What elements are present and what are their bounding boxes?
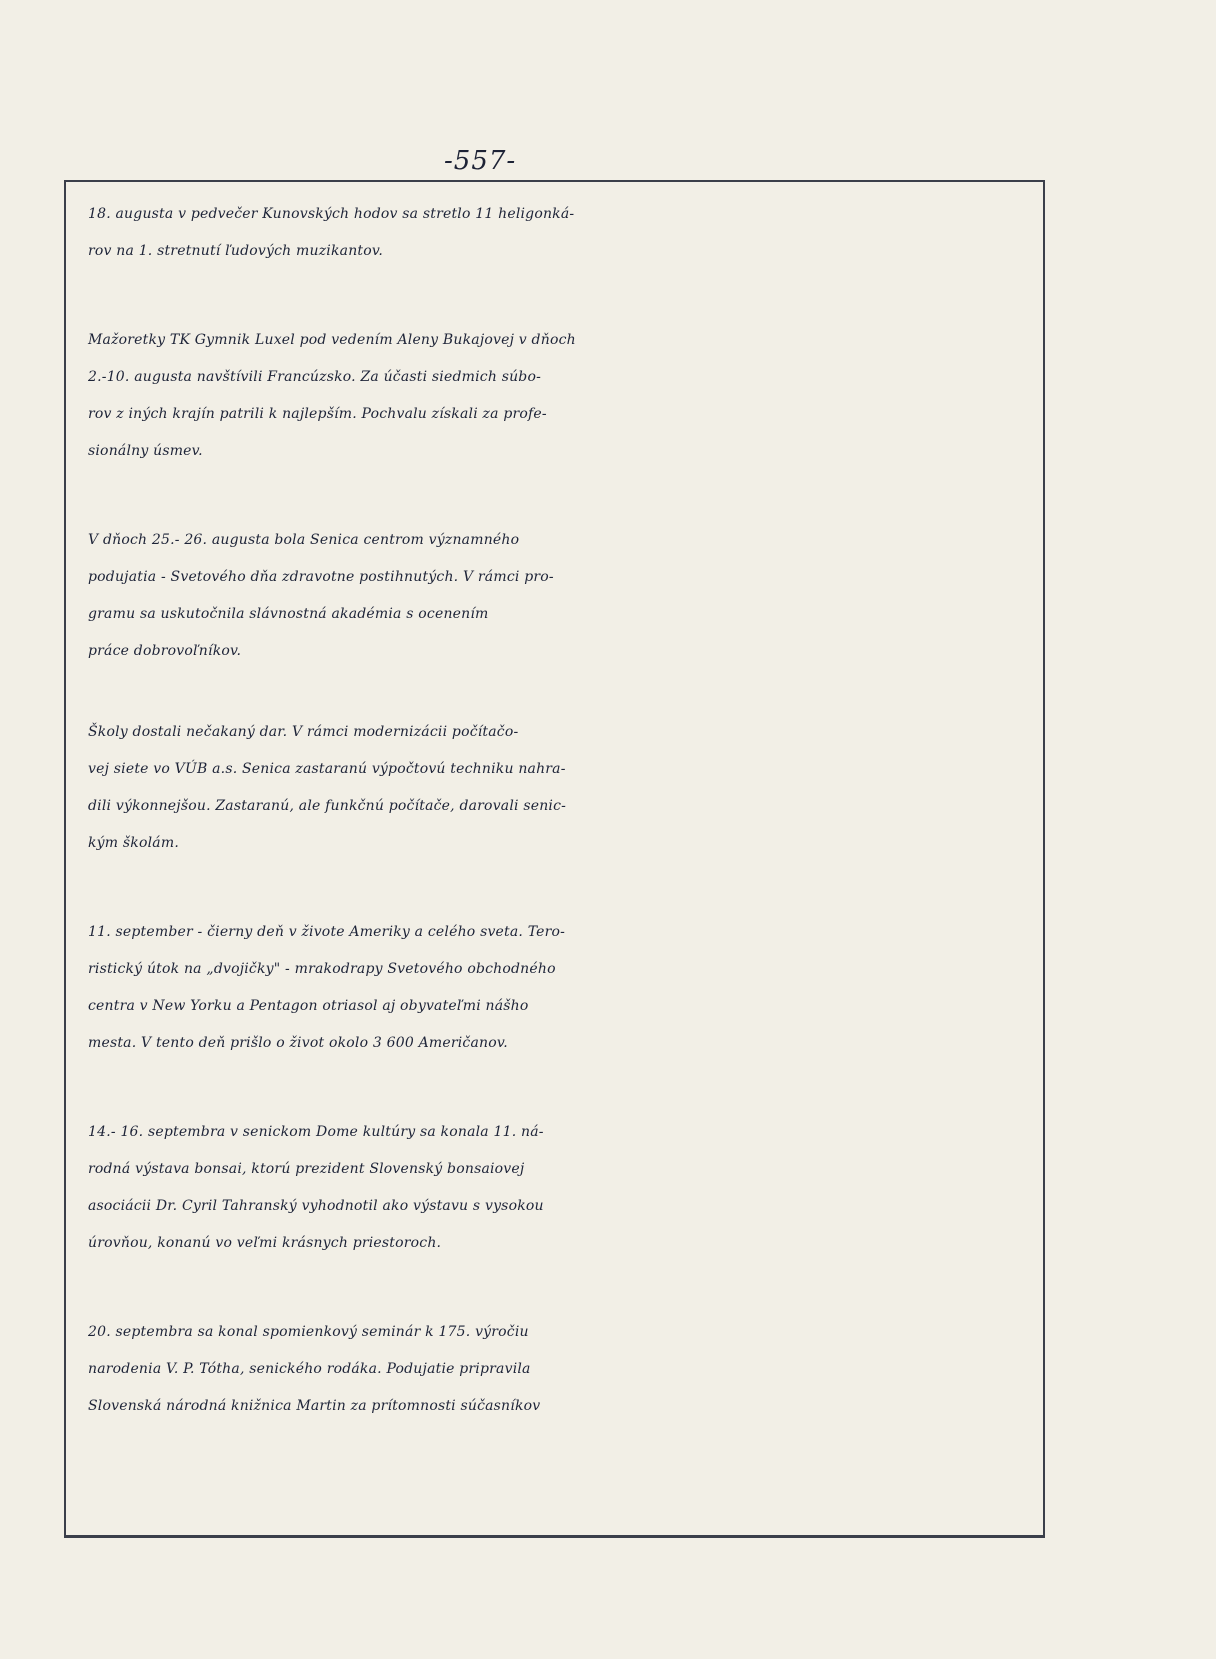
text-line: rov na 1. stretnutí ľudových muzikantov. — [88, 243, 383, 259]
text-line: 14.- 16. septembra v senickom Dome kultúry sa konala 11. ná- — [88, 1124, 544, 1140]
text-line: 18. augusta v pedvečer Kunovských hodov sa stretlo 11 heligonká- — [88, 206, 575, 222]
entry-18-august — [88, 196, 1038, 270]
text-line: narodenia V. P. Tótha, senického rodáka. Podujatie pripravila — [88, 1361, 531, 1377]
text-line: práce dobrovoľníkov. — [88, 643, 242, 659]
entry-mazoretky — [88, 322, 1038, 470]
text-line: Školy dostali nečakaný dar. V rámci modernizácii počítačo- — [88, 724, 519, 740]
entry-skoly — [88, 714, 1038, 862]
text-line: kým školám. — [88, 835, 179, 851]
entry-20-september — [88, 1314, 1038, 1425]
text-line: Slovenská národná knižnica Martin za prítomnosti súčasníkov — [88, 1398, 541, 1414]
text-line: rodná výstava bonsai, ktorú prezident Slovenský bonsaiovej — [88, 1161, 525, 1177]
text-line: 20. septembra sa konal spomienkový seminár k 175. výročiu — [88, 1324, 529, 1340]
entry-25-26-august — [88, 522, 1038, 670]
text-line: sionálny úsmev. — [88, 443, 203, 459]
text-line: 11. september - čierny deň v živote Ameriky a celého sveta. Tero- — [88, 924, 566, 940]
text-line: rov z iných krajín patrili k najlepším. Pochvalu získali za profe- — [88, 406, 547, 422]
text-line: ristický útok na „dvojičky" - mrakodrapy Svetového obchodného — [88, 961, 556, 977]
text-line: centra v New Yorku a Pentagon otriasol aj obyvateľmi nášho — [88, 998, 529, 1014]
text-line: 2.-10. augusta navštívili Francúzsko. Za účasti siedmich súbo- — [88, 369, 542, 385]
text-line: Mažoretky TK Gymnik Luxel pod vedením Aleny Bukajovej v dňoch — [88, 332, 576, 348]
text-line: podujatia - Svetového dňa zdravotne postihnutých. V rámci pro- — [88, 569, 554, 585]
text-line: vej siete vo VÚB a.s. Senica zastaranú výpočtovú techniku nahra- — [88, 761, 566, 777]
handwritten-chronicle-text — [88, 196, 1038, 1477]
text-line: gramu sa uskutočnila slávnostná akadémia s ocenením — [88, 606, 489, 622]
text-line: mesta. V tento deň prišlo o život okolo 3 600 Američanov. — [88, 1035, 508, 1051]
text-line: úrovňou, konanú vo veľmi krásnych priestoroch. — [88, 1235, 442, 1251]
text-line: asociácii Dr. Cyril Tahranský vyhodnotil ako výstavu s vysokou — [88, 1198, 544, 1214]
page-number: -557- — [444, 146, 517, 176]
entry-11-september — [88, 914, 1038, 1062]
text-line: dili výkonnejšou. Zastaranú, ale funkčnú počítače, darovali senic- — [88, 798, 567, 814]
text-line: V dňoch 25.- 26. augusta bola Senica centrom významného — [88, 532, 520, 548]
entry-14-16-september — [88, 1114, 1038, 1262]
